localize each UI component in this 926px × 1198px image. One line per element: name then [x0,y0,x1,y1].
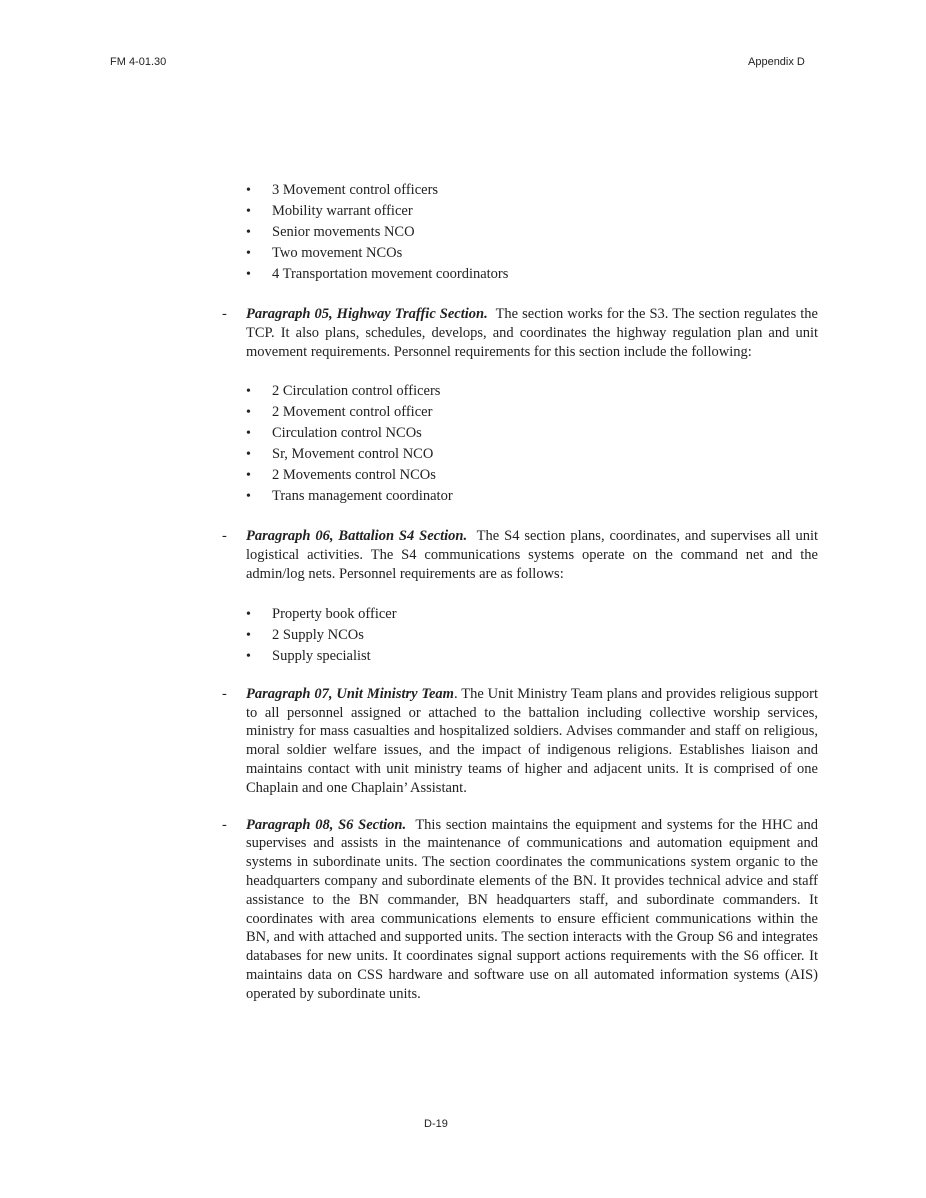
paragraph-05 [220,305,818,361]
list-item: • Sr, Movement control NCO [246,444,818,465]
list-item: • 2 Movements control NCOs [246,465,818,486]
list-item: • 3 Movement control officers [246,180,818,201]
bullet-list-highway-traffic [220,381,818,507]
list-item: • Trans management coordinator [246,486,818,507]
dash-marker: - [222,528,227,545]
list-item: • 4 Transportation movement coordinators [246,264,818,285]
paragraph-title: Paragraph 05, Highway Traffic Section. [246,306,488,322]
header-manual-id: FM 4-01.30 [110,56,167,68]
list-item: • Senior movements NCO [246,222,818,243]
page-number: D-19 [424,1118,448,1130]
list-item: • Property book officer [246,604,818,625]
paragraph-text: The S4 section plans, coordinates, and supervises all unit logistical activities. The S4 communications systems operate on the command net and the admin/log nets. Personnel requirements are as follows: [246,528,818,582]
list-item: • 2 Circulation control officers [246,381,818,402]
list-item: • 2 Movement control officer [246,402,818,423]
header-appendix: Appendix D [748,56,805,68]
paragraph-06 [220,527,818,583]
dash-marker: - [222,816,227,833]
paragraph-text: The section works for the S3. The section regulates the TCP. It also plans, schedules, develops, and coordinates the highway regulation plan and unit movement requirements. Personnel requirements for this section include the following: [246,306,818,360]
list-item: • Circulation control NCOs [246,423,818,444]
list-item: • 2 Supply NCOs [246,625,818,646]
paragraph-text: This section maintains the equipment and systems for the HHC and supervises and assists in the maintenance of communications and automation equipment and systems in subordinate units. The section coordinates the communications system organic to the headquarters company and subordinate elements of the BN. It provides technical advice and staff assistance to the BN commander, BN headquarters staff, and subordinate commanders. It coordinates with area communications elements to ensure efficient communications within the BN, and with attached and supported units. The section interacts with the Group S6 and integrates databases for new units. It coordinates signal support actions requirements with the S6 officer. It maintains data on CSS hardware and software use on all automated information systems (AIS) operated by subordinate units. [246,816,818,1002]
bullet-list-movement-control [220,180,818,285]
list-item: • Two movement NCOs [246,243,818,264]
paragraph-title: Paragraph 08, S6 Section. [246,816,407,833]
list-item: • Supply specialist [246,646,818,667]
dash-marker: - [222,306,227,322]
paragraph-08 [220,816,818,1004]
bullet-list-s4-section [220,604,818,667]
page-body [220,180,818,1004]
list-item: • Mobility warrant officer [246,201,818,222]
dash-marker: - [222,685,227,702]
paragraph-07 [220,685,818,798]
paragraph-title: Paragraph 07, Unit Ministry Team [246,685,454,702]
paragraph-text: . The Unit Ministry Team plans and provides religious support to all personnel assigned or attached to the battalion including collective worship services, ministry for mass casualties and hospitalized soldiers. Advises commander and staff on religious, moral soldier welfare issues, and the impact of indigenous religions. Establishes liaison and maintains contact with unit ministry teams of higher and adjacent units. It is comprised of one Chaplain and one Chaplain’ Assistant. [246,685,818,796]
paragraph-title: Paragraph 06, Battalion S4 Section. [246,528,468,545]
